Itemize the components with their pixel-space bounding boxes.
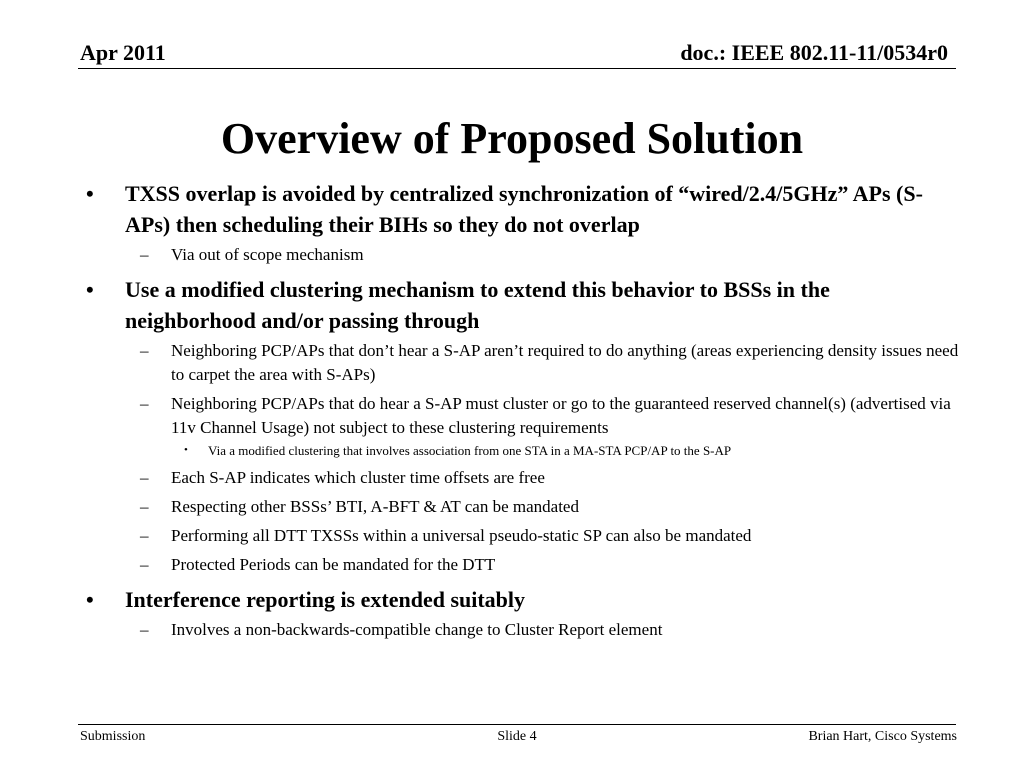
slide-title: Overview of Proposed Solution bbox=[220, 114, 804, 163]
sub-bullet-marker: – bbox=[140, 341, 149, 360]
sub-bullet-text: Respecting other BSSs’ BTI, A-BFT & AT can be mandated bbox=[171, 497, 579, 516]
sub-bullet-marker: – bbox=[140, 526, 149, 545]
sub-bullet-marker: – bbox=[140, 394, 149, 413]
header-divider bbox=[78, 68, 956, 69]
bullet-item bbox=[82, 274, 962, 336]
footer-submission: Submission bbox=[80, 729, 146, 744]
bullet-text: Use a modified clustering mechanism to extend this behavior to BSSs in the neighborhood and/or passing through bbox=[125, 277, 830, 333]
sub-bullet-item bbox=[82, 339, 962, 387]
sub-bullet-text: Neighboring PCP/APs that do hear a S-AP must cluster or go to the guaranteed reserved channel(s) (advertised via 11v Channel Usage) not subject to these clustering requirements bbox=[171, 394, 951, 437]
sub-bullet-marker: – bbox=[140, 620, 149, 639]
sub-bullet-text: Performing all DTT TXSSs within a universal pseudo-static SP can also be mandated bbox=[171, 526, 752, 545]
sub-bullet-text: Protected Periods can be mandated for the DTT bbox=[171, 555, 496, 574]
bullet-item bbox=[82, 584, 962, 615]
bullet-text: Interference reporting is extended suitably bbox=[125, 587, 526, 612]
sub-sub-bullet-text: Via a modified clustering that involves association from one STA in a MA-STA PCP/AP to the S-AP bbox=[208, 443, 732, 458]
bullet-marker: • bbox=[86, 277, 94, 302]
sub-bullet-marker: – bbox=[140, 245, 149, 264]
sub-bullet-item bbox=[82, 553, 962, 577]
bullet-item bbox=[82, 178, 962, 240]
footer-author: Brian Hart, Cisco Systems bbox=[808, 729, 957, 744]
sub-bullet-text: Via out of scope mechanism bbox=[171, 245, 364, 264]
slide-body-list bbox=[82, 178, 962, 647]
header-date: Apr 2011 bbox=[80, 40, 166, 65]
footer-divider bbox=[78, 724, 956, 725]
sub-bullet-item bbox=[82, 392, 962, 440]
sub-bullet-item bbox=[82, 495, 962, 519]
header-document-id: doc.: IEEE 802.11-11/0534r0 bbox=[680, 40, 948, 65]
bullet-marker: • bbox=[86, 181, 94, 206]
sub-bullet-marker: – bbox=[140, 497, 149, 516]
sub-sub-bullet-marker: • bbox=[184, 444, 188, 456]
sub-bullet-item bbox=[82, 618, 962, 642]
bullet-text: TXSS overlap is avoided by centralized synchronization of “wired/2.4/5GHz” APs (S-APs) then scheduling their BIHs so they do not overlap bbox=[125, 181, 923, 237]
sub-bullet-marker: – bbox=[140, 555, 149, 574]
sub-bullet-item bbox=[82, 524, 962, 548]
sub-bullet-marker: – bbox=[140, 468, 149, 487]
sub-bullet-text: Involves a non-backwards-compatible change to Cluster Report element bbox=[171, 620, 663, 639]
sub-bullet-item bbox=[82, 243, 962, 267]
footer-slide-number: Slide 4 bbox=[497, 729, 537, 744]
sub-bullet-text: Neighboring PCP/APs that don’t hear a S-AP aren’t required to do anything (areas experiencing density issues need to carpet the area with S-APs) bbox=[171, 341, 959, 384]
sub-bullet-item bbox=[82, 466, 962, 490]
sub-bullet-text: Each S-AP indicates which cluster time offsets are free bbox=[171, 468, 545, 487]
bullet-marker: • bbox=[86, 587, 94, 612]
sub-sub-bullet-item bbox=[82, 442, 962, 459]
